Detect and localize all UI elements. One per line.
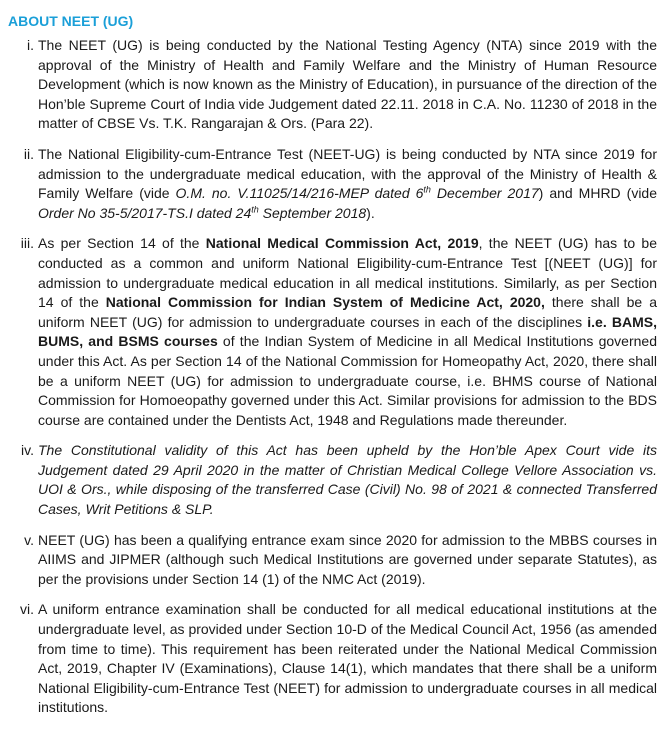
item-number: ii.: [23, 145, 34, 162]
list-item-ii: [8, 145, 657, 223]
bold-act-name: National Commission for Indian System of Medicine Act, 2020,: [105, 294, 545, 311]
item-text: The Constitutional validity of this Act has been upheld by the Hon’ble Apex Court vide its Judgement dated 29 April 2020 in the matter of Christian Medical College Vellore Association vs. UOI & Ors., while disposing of the transferred Case (Civil) No. 98 of 2021 & connected Transferred Cases, Writ Petitions & SLP.: [38, 442, 657, 518]
item-text: [38, 234, 657, 430]
list-item-v: [8, 531, 657, 590]
text-run: there shall be a uniform NEET (UG) for admission to undergraduate courses in each of the disciplines: [38, 294, 657, 330]
superscript: th: [423, 184, 431, 195]
neet-info-list: [8, 36, 657, 718]
item-number: i.: [27, 37, 34, 53]
list-item-iii: [8, 234, 657, 430]
text-run: December 2017: [430, 185, 539, 202]
text-run: September 2018: [258, 204, 367, 221]
text-run: ).: [366, 204, 375, 221]
text-run: O.M. no. V.11025/14/216-MEP dated 6: [175, 185, 424, 202]
item-text: [38, 145, 657, 223]
text-run: The National Eligibility-cum-Entrance Test (NEET-UG) is being conducted by NTA since 2019 for admission to the undergraduate medical education, with the approval of the Ministry of Health & Family Welfare (vide: [38, 145, 657, 202]
text-run: As per Section 14 of the: [38, 235, 206, 252]
item-text: The NEET (UG) is being conducted by the National Testing Agency (NTA) since 2019 with the approval of the Ministry of Health and Family Welfare and the Ministry of Human Resource Development (which is now known as the Ministry of Education), in pursuance of the direction of the Hon’ble Supreme Court of India vide Judgement dated 22.11. 2018 in C.A. No. 11230 of 2018 in the matter of CBSE Vs. T.K. Rangarajan & Ors. (Para 22).: [38, 37, 657, 132]
item-text: A uniform entrance examination shall be conducted for all medical educational institutions at the undergraduate level, as provided under Section 10-D of the Medical Council Act, 1956 (as amended from time to time). This requirement has been reiterated under the National Medical Commission Act, 2019, Chapter IV (Examinations), Clause 14(1), which mandates that there shall be a uniform National Eligibility-cum-Entrance Test (NEET) for admission to undergraduate courses in all medical institutions.: [38, 601, 657, 716]
om-reference: [176, 185, 539, 201]
bold-act-name: National Medical Commission Act, 2019: [205, 235, 479, 252]
text-run: of the Indian System of Medicine in all Medical Institutions governed under this Act. As per Section 14 of the National Commission for Homeopathy Act, 2020, there shall be a uniform NEET (UG) for admission to undergraduate course, i.e. BHMS course of National Commission for Homoeopathy governed under this Act. Similar provisions for admission to the BDS course are contained under the Dentists Act, 1948 and Regulations made thereunder.: [38, 333, 657, 428]
bold-courses: i.e. BAMS, BUMS, and BSMS courses: [38, 313, 657, 350]
section-heading: ABOUT NEET (UG): [8, 13, 134, 29]
item-number: iii.: [20, 235, 34, 252]
list-item-vi: [8, 600, 657, 718]
list-item-i: [8, 36, 657, 134]
item-number: iv.: [21, 442, 34, 459]
text-run: ) and MHRD (vide: [538, 185, 657, 202]
text-run: Order No 35-5/2017-TS.I dated 24: [38, 204, 252, 221]
order-reference: [38, 205, 366, 221]
item-number: v.: [24, 531, 34, 548]
text-run: , the NEET (UG) has to be conducted as a common and uniform National Eligibility-cum-Entrance Test [(NEET (UG)] for admission to undergraduate medical education in all medical institutions. Similarly, as per Section 14 of the: [38, 235, 657, 311]
item-text: NEET (UG) has been a qualifying entrance exam since 2020 for admission to the MBBS courses in AIIMS and JIPMER (although such Medical Institutions are governed under separate Statutes), as per the provisions under Section 14 (1) of the NMC Act (2019).: [38, 531, 657, 587]
list-item-iv: [8, 441, 657, 519]
item-number: vi.: [20, 601, 34, 618]
superscript: th: [251, 204, 259, 215]
